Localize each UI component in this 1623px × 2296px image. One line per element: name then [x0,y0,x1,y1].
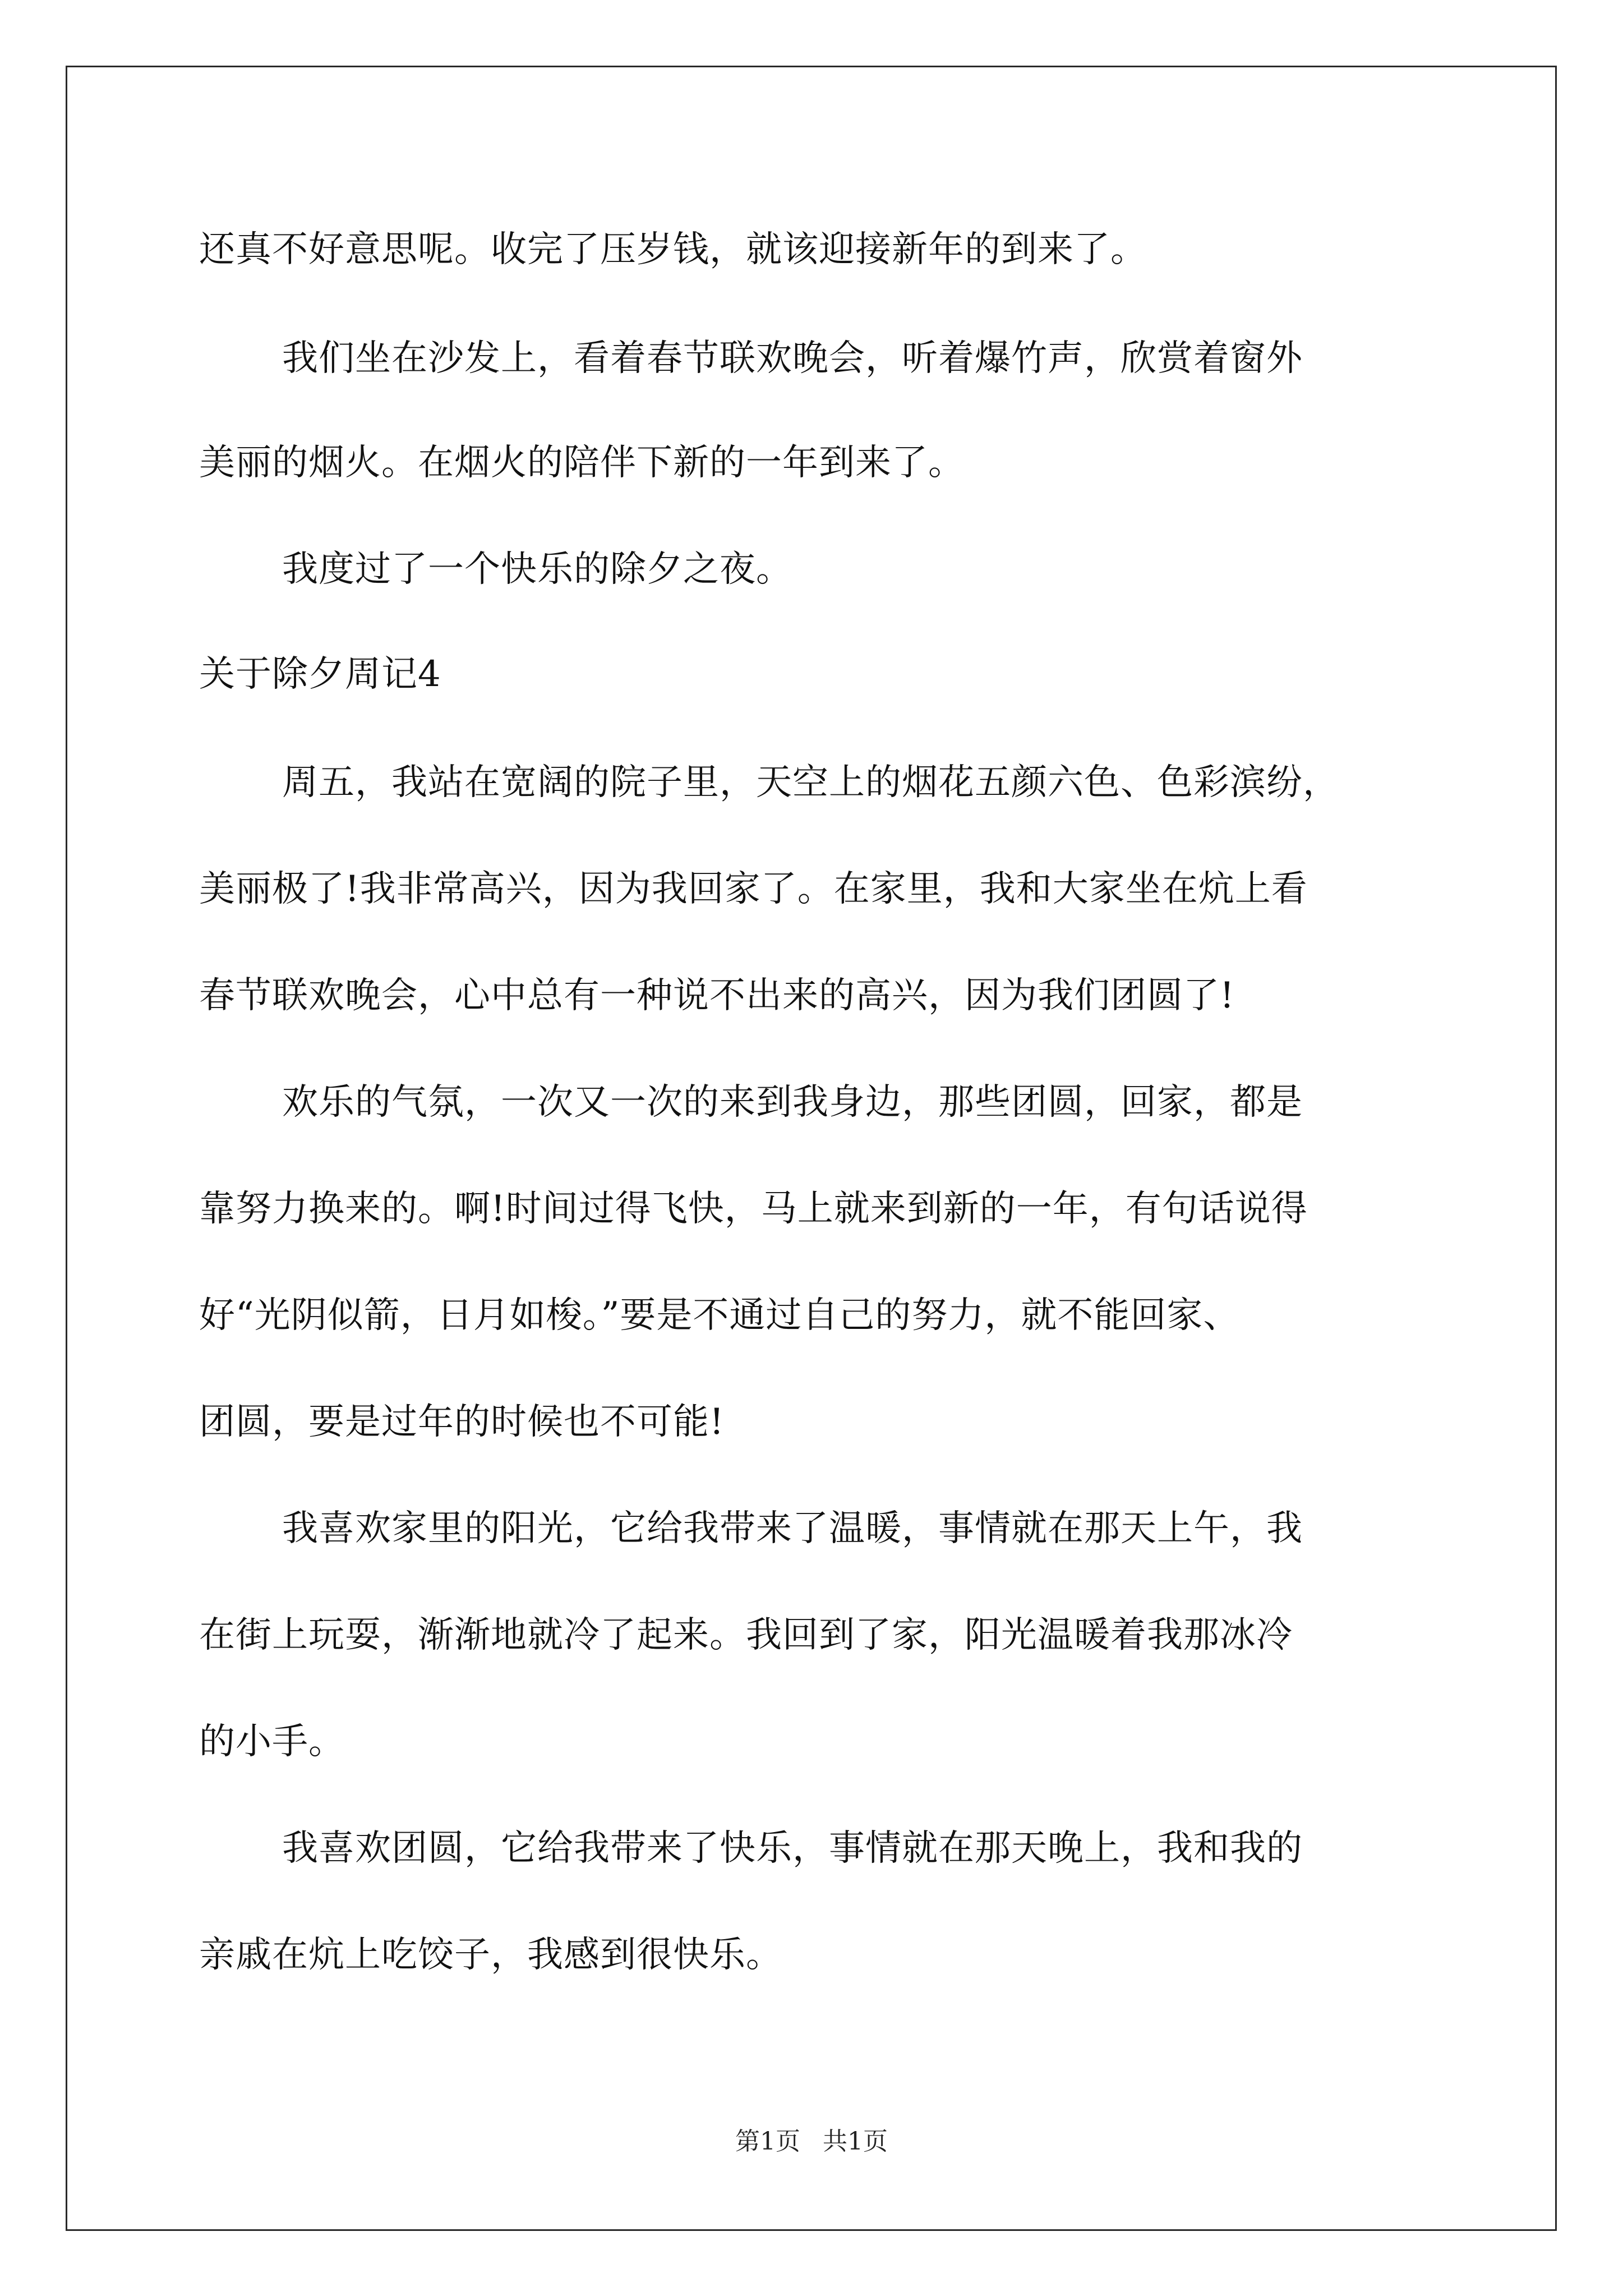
body-line: 我喜欢团圆，它给我带来了快乐，事情就在那天晚上，我和我的 [282,1828,1303,1869]
body-line: 我们坐在沙发上，看着春节联欢晚会，听着爆竹声，欣赏着窗外 [282,338,1303,379]
body-line: 好“光阴似箭，日月如梭。”要是不通过自己的努力，就不能回家、 [199,1295,1240,1336]
body-line: 的小手。 [199,1721,345,1763]
body-line: 春节联欢晚会，心中总有一种说不出来的高兴，因为我们团圆了! [199,975,1235,1016]
body-line: 欢乐的气氛，一次又一次的来到我身边，那些团圆，回家，都是 [282,1082,1303,1123]
body-line: 周五，我站在宽阔的院子里，天空上的烟花五颜六色、色彩滨纷， [282,762,1339,803]
body-line: 美丽极了!我非常高兴，因为我回家了。在家里，我和大家坐在炕上看 [199,868,1308,910]
body-line: 美丽的烟火。在烟火的陪伴下新的一年到来了。 [199,442,965,484]
body-line: 亲戚在炕上吃饺子，我感到很快乐。 [199,1934,782,1976]
body-line: 团圆，要是过年的时候也不可能! [199,1401,725,1443]
body-line: 我度过了一个快乐的除夕之夜。 [282,549,792,590]
body-line: 在街上玩耍，渐渐地就冷了起来。我回到了家，阳光温暖着我那冰冷 [199,1614,1293,1656]
body-line: 还真不好意思呢。收完了压岁钱，就该迎接新年的到来了。 [199,229,1147,270]
page-current: 第1页 [735,2127,800,2156]
body-line: 我喜欢家里的阳光，它给我带来了温暖，事情就在那天上午，我 [282,1508,1303,1549]
section-heading: 关于除夕周记4 [199,654,441,695]
body-line: 靠努力换来的。啊!时间过得飞快，马上就来到新的一年，有句话说得 [199,1188,1308,1230]
page-border [66,66,1557,2231]
page-total: 共1页 [823,2127,888,2156]
page-footer [0,2125,1623,2159]
